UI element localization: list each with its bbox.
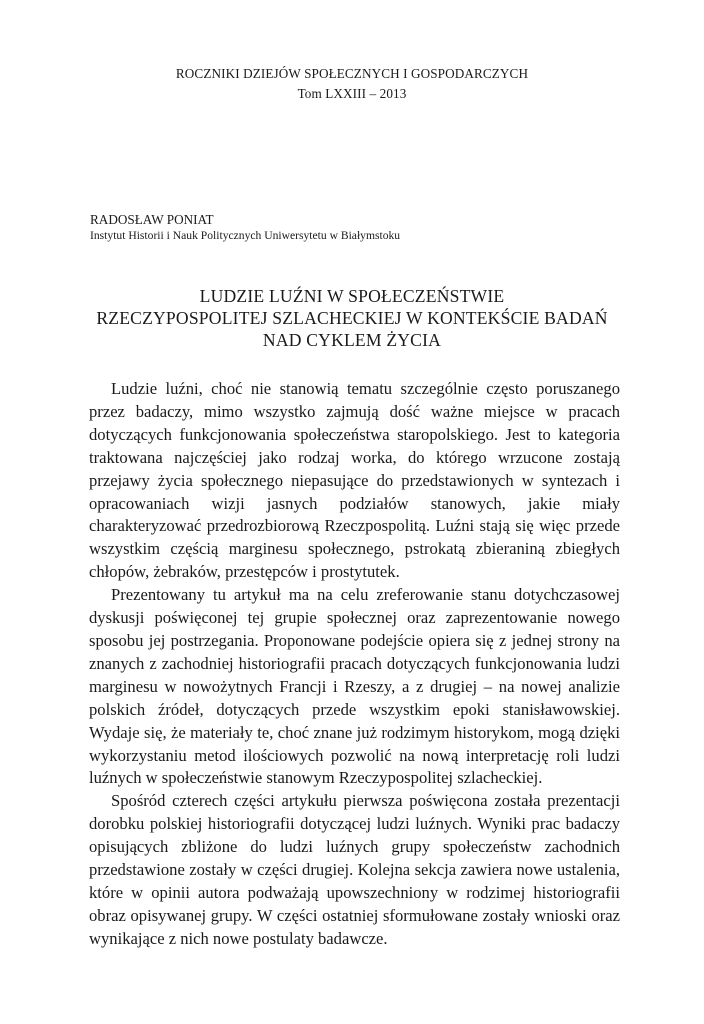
body-paragraph: Ludzie luźni, choć nie stanowią tematu szczególnie często poruszanego przez badaczy, mimo wszystko zajmują dość ważne miejsce w pracach dotyczących funkcjonowania społeczeństwa staropolskiego. Jest to kategoria traktowana najczęściej jako rodzaj worka, do którego wrzucone zostają przejawy życia społecznego niepasujące do przedstawionych w syntezach i opracowaniach wizji jasnych podziałów stanowych, jakie miały charakteryzować przedrozbiorową Rzeczpospolitą. Luźni stają się więc przede wszystkim częścią marginesu społecznego, pstrokatą zbieraniną zbiegłych chłopów, żebraków, przestępców i prostytutek. <box>89 379 620 582</box>
title-line-1: LUDZIE LUŹNI W SPOŁECZEŃSTWIE <box>199 286 505 306</box>
article-title <box>60 285 644 351</box>
journal-header <box>0 64 704 104</box>
author-name: RADOSŁAW PONIAT <box>90 212 214 227</box>
journal-name: ROCZNIKI DZIEJÓW SPOŁECZNYCH I GOSPODARCZYCH <box>175 66 529 81</box>
title-line-3: NAD CYKLEM ŻYCIA <box>262 330 442 350</box>
author-affiliation: Instytut Historii i Nauk Politycznych Uniwersytetu w Białymstoku <box>90 229 401 242</box>
body-paragraph: Spośród czterech części artykułu pierwsza poświęcona została prezentacji dorobku polskiej historiografii dotyczącej ludzi luźnych. Wyniki prac badaczy opisujących zbliżone do ludzi luźnych grupy społeczeństw zachodnich przedstawione zostały w części drugiej. Kolejna sekcja zawiera nowe ustalenia, które w opinii autora podważają upowszechniony w rodzimej historiografii obraz opisywanej grupy. W części ostatniej sformułowane zostały wnioski oraz wynikające z nich nowe postulaty badawcze. <box>89 791 620 948</box>
title-line-2: RZECZYPOSPOLITEJ SZLACHECKIEJ W KONTEKŚCIE BADAŃ <box>96 308 608 328</box>
body-paragraph: Prezentowany tu artykuł ma na celu zreferowanie stanu dotychczasowej dyskusji poświęconej tej grupie społecznej oraz zaprezentowanie nowego sposobu jej postrzegania. Proponowane podejście opiera się z jednej strony na znanych z zachodniej historiografii pracach dotyczących funkcjonowania ludzi marginesu w nowożytnych Francji i Rzeszy, a z drugiej – na nowej analizie polskich źródeł, dotyczących przede wszystkim epoki stanisławowskiej. Wydaje się, że materiały te, choć znane już rodzimym historykom, mogą dzięki wykorzystaniu metod ilościowych pozwolić na nową interpretację roli ludzi luźnych w społeczeństwie stanowym Rzeczypospolitej szlacheckiej. <box>89 585 620 788</box>
author-block <box>90 212 400 244</box>
article-body <box>89 378 620 951</box>
journal-volume: Tom LXXIII – 2013 <box>297 86 407 101</box>
